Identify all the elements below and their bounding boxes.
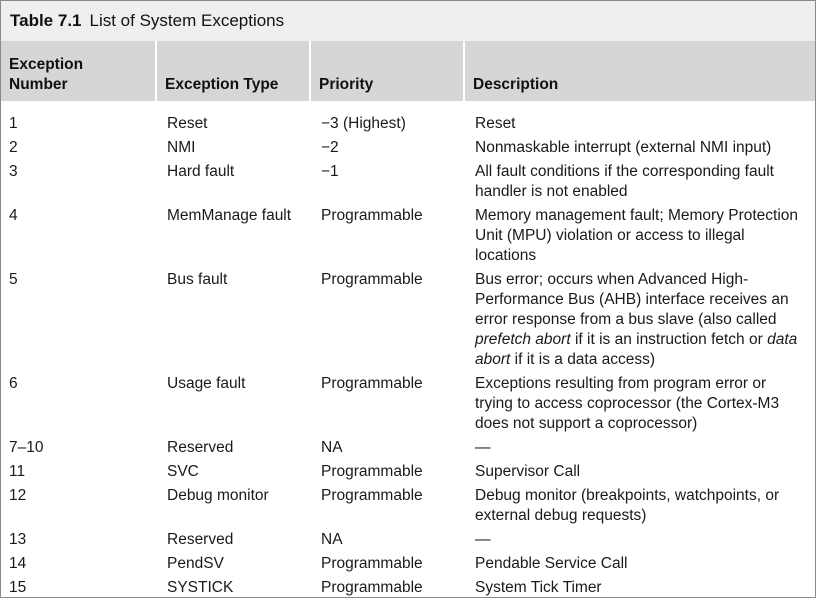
cell-type: Reserved [167,531,234,548]
cell-number: 14 [9,555,27,572]
cell-priority: Programmable [321,555,423,572]
table-row [1,374,815,438]
cell-priority: NA [321,439,343,456]
header-exception-type: Exception Type [155,41,309,101]
description-text: if it is an instruction fetch or [570,331,768,348]
description-emphasis: data abort [475,331,798,368]
cell-description: Exceptions resulting from program error or trying to access coprocessor (the Cortex-M3 does not support a coprocessor) [475,375,780,432]
table-row [1,206,815,270]
cell-number: 7–10 [9,439,44,456]
cell-type: Reserved [167,439,234,456]
description-text: if it is a data access) [510,351,656,368]
cell-number: 2 [9,139,18,156]
table-row [1,138,815,162]
cell-description: All fault conditions if the corresponding fault handler is not enabled [475,163,774,200]
cell-priority: −1 [321,163,339,180]
table-body [1,101,815,602]
cell-number: 15 [9,579,27,596]
table-row [1,101,815,138]
cell-priority: −2 [321,139,339,156]
cell-type: Debug monitor [167,487,269,504]
cell-priority: Programmable [321,207,423,224]
cell-number: 4 [9,207,18,224]
cell-type: NMI [167,139,196,156]
cell-description: Debug monitor (breakpoints, watchpoints, or external debug requests) [475,487,780,524]
header-priority: Priority [309,41,463,101]
cell-type: SVC [167,463,199,480]
cell-description: Pendable Service Call [475,555,628,572]
cell-number: 13 [9,531,27,548]
cell-priority: −3 (Highest) [321,115,406,132]
cell-description [463,270,815,374]
table-row [1,270,815,374]
cell-description: Memory management fault; Memory Protection Unit (MPU) violation or access to illegal locations [475,207,799,264]
table-caption-number: Table 7.1 [10,11,82,30]
table-header [1,41,815,101]
cell-number: 1 [9,115,18,132]
cell-number: 6 [9,375,18,392]
table-row [1,162,815,206]
table-row [1,438,815,462]
description-text: Bus error; occurs when Advanced High-Performance Bus (AHB) interface receives an error response from a bus slave (also called [475,271,789,328]
cell-number: 11 [9,463,26,480]
header-description: Description [463,41,815,101]
cell-description: — [475,531,491,548]
header-row [1,41,815,101]
cell-description: Nonmaskable interrupt (external NMI input) [475,139,772,156]
table-caption [1,1,815,41]
cell-description: — [475,439,491,456]
cell-type: SYSTICK [167,579,234,596]
cell-priority: Programmable [321,375,423,392]
table-row [1,530,815,554]
table-row [1,554,815,578]
cell-priority: Programmable [321,271,423,288]
cell-description: Supervisor Call [475,463,581,480]
system-exceptions-table [1,41,815,602]
cell-number: 12 [9,487,27,504]
header-exception-number-line1: Exception [9,56,84,73]
description-emphasis: prefetch abort [475,331,571,348]
cell-priority: Programmable [321,463,423,480]
cell-priority: Programmable [321,487,423,504]
cell-number: 5 [9,271,18,288]
cell-priority: NA [321,531,343,548]
cell-type: MemManage fault [167,207,292,224]
header-exception-number [1,41,155,101]
cell-type: Usage fault [167,375,246,392]
table-row [1,578,815,602]
cell-type: Bus fault [167,271,228,288]
cell-priority: Programmable [321,579,423,596]
cell-type: PendSV [167,555,224,572]
table-row [1,462,815,486]
cell-type: Reset [167,115,208,132]
cell-description: System Tick Timer [475,579,602,596]
cell-number: 3 [9,163,18,180]
table-caption-title: List of System Exceptions [89,11,285,30]
header-exception-number-line2: Number [9,76,68,93]
cell-type: Hard fault [167,163,235,180]
cell-description: Reset [475,115,516,132]
table-row [1,486,815,530]
